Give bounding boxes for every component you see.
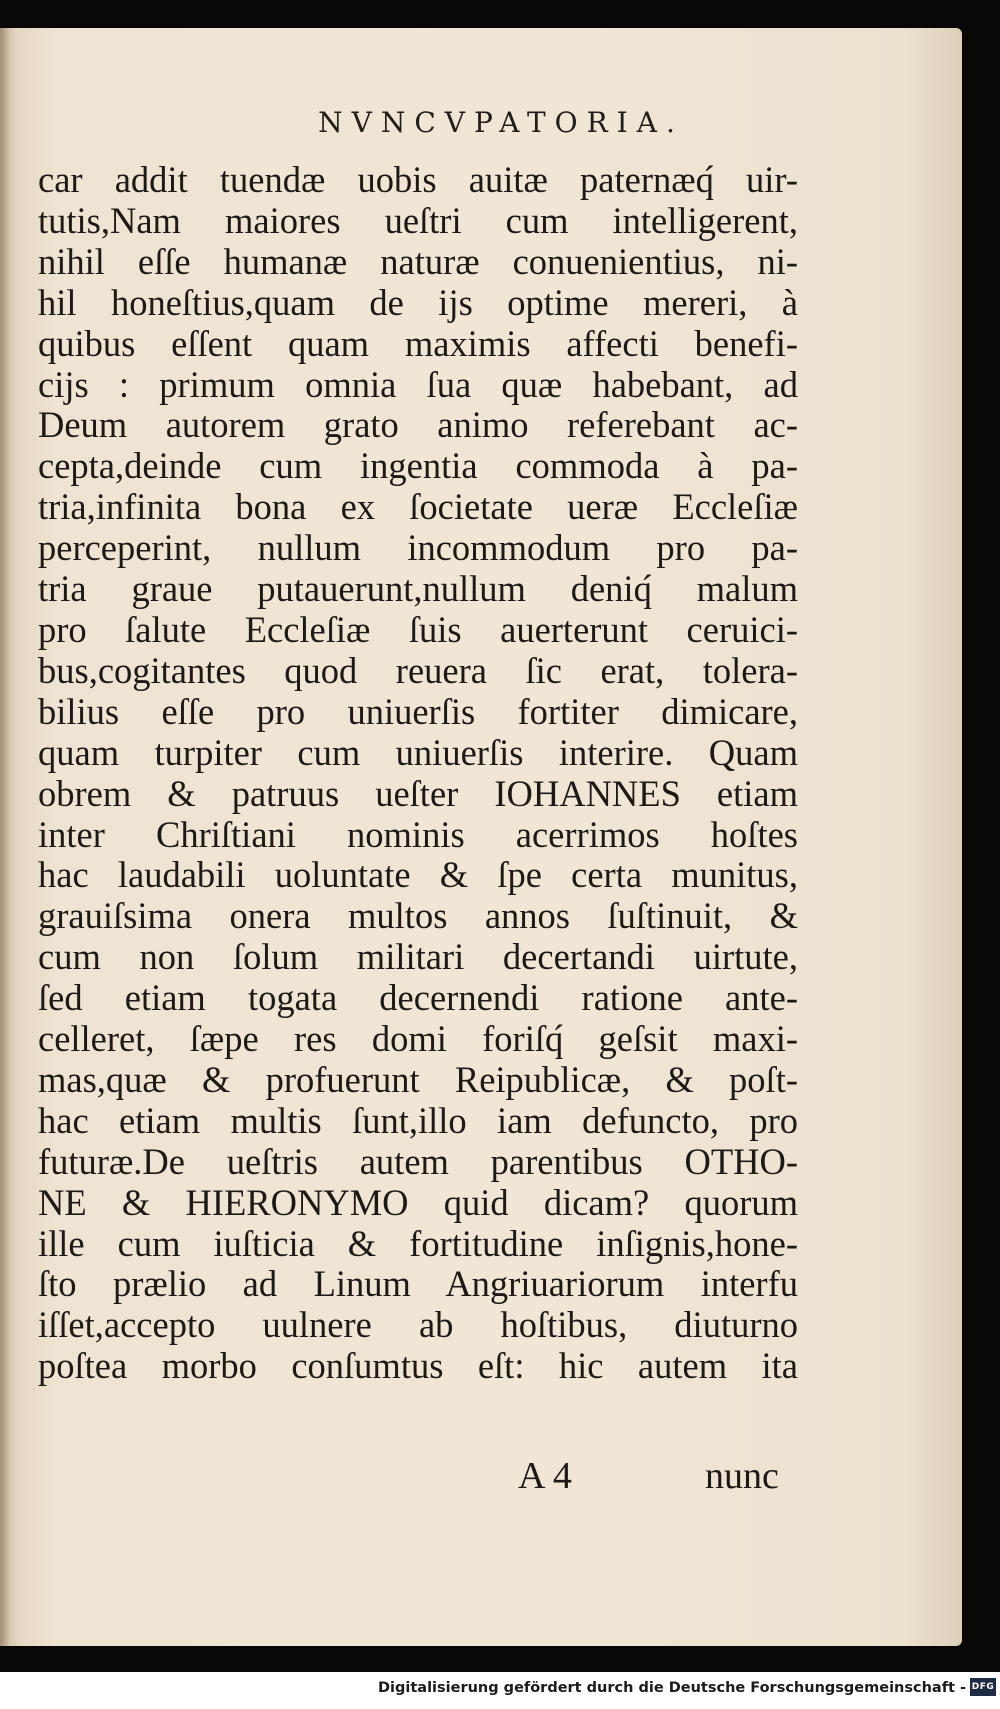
text-line: futuræ.De ueſtris autem parentibus OTHO- [38, 1140, 798, 1182]
page-body-text [38, 160, 798, 1387]
page-footer [0, 1454, 962, 1498]
text-line: inter Chriſtiani nominis acerrimos hoſtes [38, 813, 798, 855]
text-line: bilius eſſe pro uniuerſis fortiter dimicare, [38, 690, 798, 732]
running-head: NVNCVPATORIA. [318, 106, 684, 139]
text-line: quibus eſſent quam maximis affecti benefi- [38, 322, 798, 364]
text-line: hil honeſtius,quam de ijs optime mereri, à [38, 281, 798, 323]
text-line: iſſet,accepto uulnere ab hoſtibus, diuturno [38, 1304, 798, 1346]
text-line: perceperint, nullum incommodum pro pa- [38, 527, 798, 569]
text-line: NE & HIERONYMO quid dicam? quorum [38, 1181, 798, 1223]
text-line: Deum autorem grato animo referebant ac- [38, 404, 798, 446]
text-line: cijs : primum omnia ſua quæ habebant, ad [38, 363, 798, 405]
text-line: ille cum iuſticia & fortitudine inſignis,hone- [38, 1222, 798, 1264]
dfg-logo-icon: DFG [970, 1678, 996, 1696]
text-line: tutis,Nam maiores ueſtri cum intelligerent, [38, 199, 798, 241]
text-line: hac etiam multis ſunt,illo iam defuncto, pro [38, 1099, 798, 1141]
text-line: pro ſalute Eccleſiæ ſuis auerterunt ceruici- [38, 608, 798, 650]
text-line: hac laudabili uoluntate & ſpe certa munitus, [38, 854, 798, 896]
text-line: tria,infinita bona ex ſocietate ueræ Eccleſiæ [38, 486, 798, 528]
text-line: mas,quæ & profuerunt Reipublicæ, & poſt- [38, 1058, 798, 1100]
text-line: quam turpiter cum uniuerſis interire. Quam [38, 731, 798, 773]
text-line: obrem & patruus ueſter IOHANNES etiam [38, 772, 798, 814]
text-line: bus,cogitantes quod reuera ſic erat, tolera- [38, 649, 798, 691]
credit-bar [0, 1672, 1000, 1709]
text-line: poſtea morbo conſumtus eſt: hic autem ita [38, 1345, 798, 1387]
text-line: nihil eſſe humanæ naturæ conuenientius, ni- [38, 240, 798, 282]
text-line: car addit tuendæ uobis auitæ paternæq́ uir- [38, 159, 798, 200]
text-line: ſto prælio ad Linum Angriuariorum interfu [38, 1263, 798, 1305]
text-line: grauiſsima onera multos annos ſuſtinuit, & [38, 895, 798, 937]
text-line: ſed etiam togata decernendi ratione ante- [38, 977, 798, 1019]
digitization-credit: Digitalisierung gefördert durch die Deutsche Forschungsgemeinschaft - [378, 1680, 966, 1696]
text-line: celleret, ſæpe res domi foriſq́ geſsit maxi- [38, 1018, 798, 1060]
text-line: cepta,deinde cum ingentia commoda à pa- [38, 445, 798, 487]
text-line: tria graue putauerunt,nullum deniq́ malum [38, 568, 798, 610]
catchword: nunc [705, 1455, 779, 1497]
text-line: cum non ſolum militari decertandi uirtute, [38, 936, 798, 978]
signature-mark: A 4 [518, 1455, 572, 1497]
book-page [0, 28, 962, 1646]
